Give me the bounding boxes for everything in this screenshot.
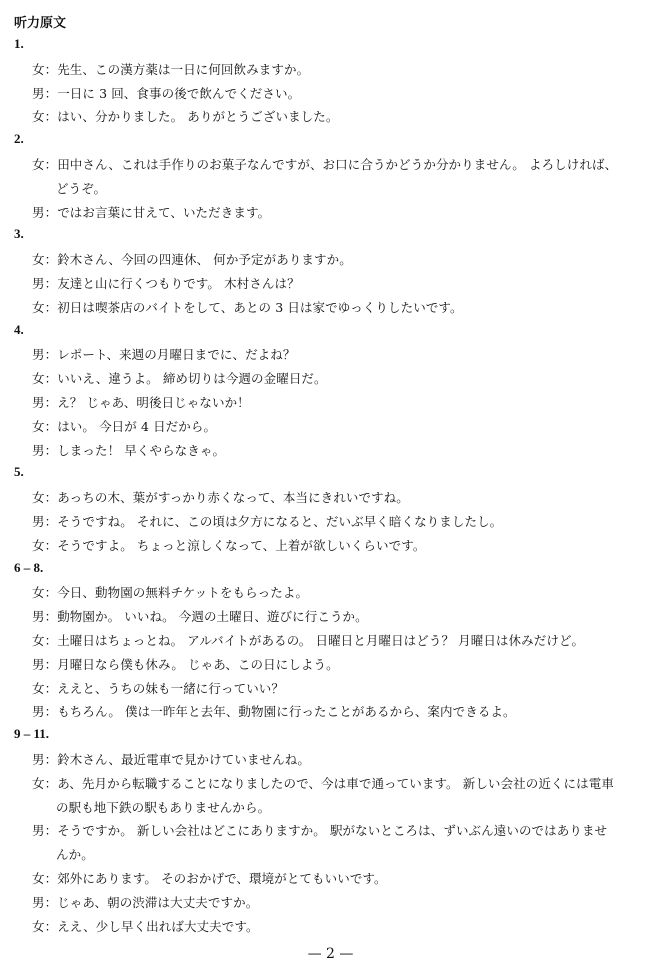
dialogue-line <box>32 441 225 459</box>
speaker-label: 男： <box>32 276 58 291</box>
speaker-label: 女： <box>32 537 58 553</box>
dialogue-text: 郊外にあります。 そのおかげで、環境がとてもいいです。 <box>57 871 387 886</box>
dialogue-line <box>32 821 607 839</box>
speaker-label: 女： <box>32 418 58 434</box>
dialogue-text: 鈴木さん、最近電車で見かけていませんね。 <box>57 752 310 767</box>
dialogue-text: え？ じゃあ、明後日じゃないか！ <box>57 395 250 410</box>
dialogue-line <box>32 369 327 387</box>
dialogue-line <box>32 155 617 173</box>
speaker-label: 女： <box>32 252 58 268</box>
dialogue-text: はい。 今日が 4 日だから。 <box>57 418 217 434</box>
dialogue-line <box>32 512 502 530</box>
speaker-label: 男： <box>32 894 58 910</box>
speaker-label: 女： <box>32 157 58 172</box>
dialogue-line <box>32 607 368 625</box>
dialogue-line <box>32 655 339 673</box>
dialogue-line <box>32 679 284 697</box>
dialogue-text: んか。 <box>56 847 94 863</box>
speaker-label: 男： <box>32 204 58 220</box>
section-number: 9 – 11. <box>14 726 50 742</box>
dialogue-text: そうですか。 新しい会社はどこにありますか。 駅がないところは、ずいぶん遠いのではありませ <box>57 823 608 839</box>
dialogue-text: しまった！ 早くやらなきゃ。 <box>57 442 226 458</box>
dialogue-text: 鈴木さん、今回の四連休、 何か予定がありますか。 <box>57 252 352 268</box>
dialogue-line <box>32 250 352 268</box>
dialogue-text: ええと、うちの妹も一緒に行っていい？ <box>57 680 285 696</box>
dialogue-text: あっちの木、葉がすっかり赤くなって、本当にきれいですね。 <box>57 490 409 506</box>
dialogue-text: 一日に 3 回、食事の後で飲んでください。 <box>57 85 301 101</box>
dialogue-text: 田中さん、これは手作りのお菓子なんですが、お口に合うかどうか分かりません。 よろしければ、 <box>57 157 618 172</box>
dialogue-line <box>56 179 106 197</box>
dialogue-line <box>32 583 308 601</box>
speaker-label: 男： <box>32 85 58 101</box>
section-number: 5. <box>14 464 24 480</box>
speaker-label: 男： <box>32 656 58 672</box>
dialogue-line <box>32 869 387 887</box>
dialogue-line <box>32 274 300 292</box>
dialogue-text: 月曜日なら僕も休み。 じゃあ、この日にしよう。 <box>57 656 339 672</box>
dialogue-text: 動物園か。 いいね。 今週の土曜日、遊びに行こうか。 <box>57 609 368 625</box>
dialogue-line <box>32 488 409 506</box>
dialogue-text: そうですよ。 ちょっと涼しくなって、上着が欲しいくらいです。 <box>57 537 426 553</box>
speaker-label: 女： <box>32 680 58 696</box>
dialogue-text: 先生、この漢方薬は一日に何回飲みますか。 <box>57 61 310 77</box>
dialogue-line <box>32 917 259 935</box>
dialogue-line <box>32 203 270 221</box>
dialogue-text: 今日、動物園の無料チケットをもらったよ。 <box>57 585 309 601</box>
speaker-label: 女： <box>32 871 58 886</box>
speaker-label: 男： <box>32 347 58 363</box>
section-number: 4. <box>14 321 24 337</box>
section-number: 2. <box>14 131 24 147</box>
speaker-label: 女： <box>32 371 58 387</box>
dialogue-text: 初日は喫茶店のバイトをして、あとの 3 日は家でゆっくりしたいです。 <box>57 299 463 315</box>
dialogue-line <box>32 60 309 78</box>
section-number: 1. <box>14 36 24 51</box>
dialogue-text: そうですね。 それに、この頃は夕方になると、だいぶ早く暗くなりましたし。 <box>57 514 503 529</box>
speaker-label: 男： <box>32 514 58 529</box>
dialogue-line <box>32 702 516 720</box>
dialogue-line <box>32 417 216 435</box>
speaker-label: 男： <box>32 395 58 410</box>
dialogue-line <box>32 774 614 792</box>
dialogue-text: いいえ、違うよ。 締め切りは今週の金曜日だ。 <box>57 371 327 387</box>
speaker-label: 女： <box>32 918 58 934</box>
speaker-label: 男： <box>32 704 58 720</box>
dialogue-line <box>32 107 338 125</box>
dialogue-line <box>32 393 250 411</box>
dialogue-line <box>32 84 300 102</box>
dialogue-line <box>32 631 584 649</box>
dialogue-text: ではお言葉に甘えて、いただきます。 <box>57 204 271 220</box>
speaker-label: 女： <box>32 585 58 601</box>
speaker-label: 女： <box>32 633 58 648</box>
dialogue-line <box>56 845 94 863</box>
dialogue-text: の駅も地下鉄の駅もありませんから。 <box>56 799 271 815</box>
speaker-label: 女： <box>32 775 58 791</box>
dialogue-text: レポート、来週の月曜日までに、だよね？ <box>57 347 296 363</box>
speaker-label: 女： <box>32 490 58 506</box>
dialogue-line <box>32 298 463 316</box>
section-number: 3. <box>14 226 24 242</box>
speaker-label: 男： <box>32 823 58 839</box>
speaker-label: 男： <box>32 752 58 767</box>
dialogue-line <box>32 536 425 554</box>
dialogue-text: もちろん。 僕は一昨年と去年、動物園に行ったことがあるから、案内できるよ。 <box>57 704 516 720</box>
section-number: 6 – 8. <box>14 559 44 575</box>
speaker-label: 女： <box>32 109 58 125</box>
dialogue-line <box>32 750 310 768</box>
speaker-label: 男： <box>32 609 58 625</box>
page-title: 听力原文 <box>14 16 67 31</box>
dialogue-text: 土曜日はちょっとね。 アルバイトがあるの。 日曜日と月曜日はどう？ 月曜日は休みだけど。 <box>57 633 585 648</box>
dialogue-text: はい、分かりました。 ありがとうございました。 <box>57 109 339 125</box>
dialogue-line <box>32 345 295 363</box>
dialogue-text: ええ、少し早く出れば大丈夫です。 <box>57 918 259 934</box>
speaker-label: 男： <box>32 442 58 458</box>
dialogue-text: じゃあ、朝の渋滞は大丈夫ですか。 <box>57 894 259 910</box>
dialogue-text: 友達と山に行くつもりです。 木村さんは？ <box>57 276 300 291</box>
speaker-label: 女： <box>32 299 58 315</box>
dialogue-text: どうぞ。 <box>56 180 107 196</box>
page-number: — 2 — <box>307 946 354 962</box>
dialogue-text: あ、先月から転職することになりましたので、今は車で通っています。 新しい会社の近くには電車 <box>57 775 614 791</box>
dialogue-line <box>32 893 258 911</box>
dialogue-line <box>56 798 270 816</box>
speaker-label: 女： <box>32 61 58 77</box>
